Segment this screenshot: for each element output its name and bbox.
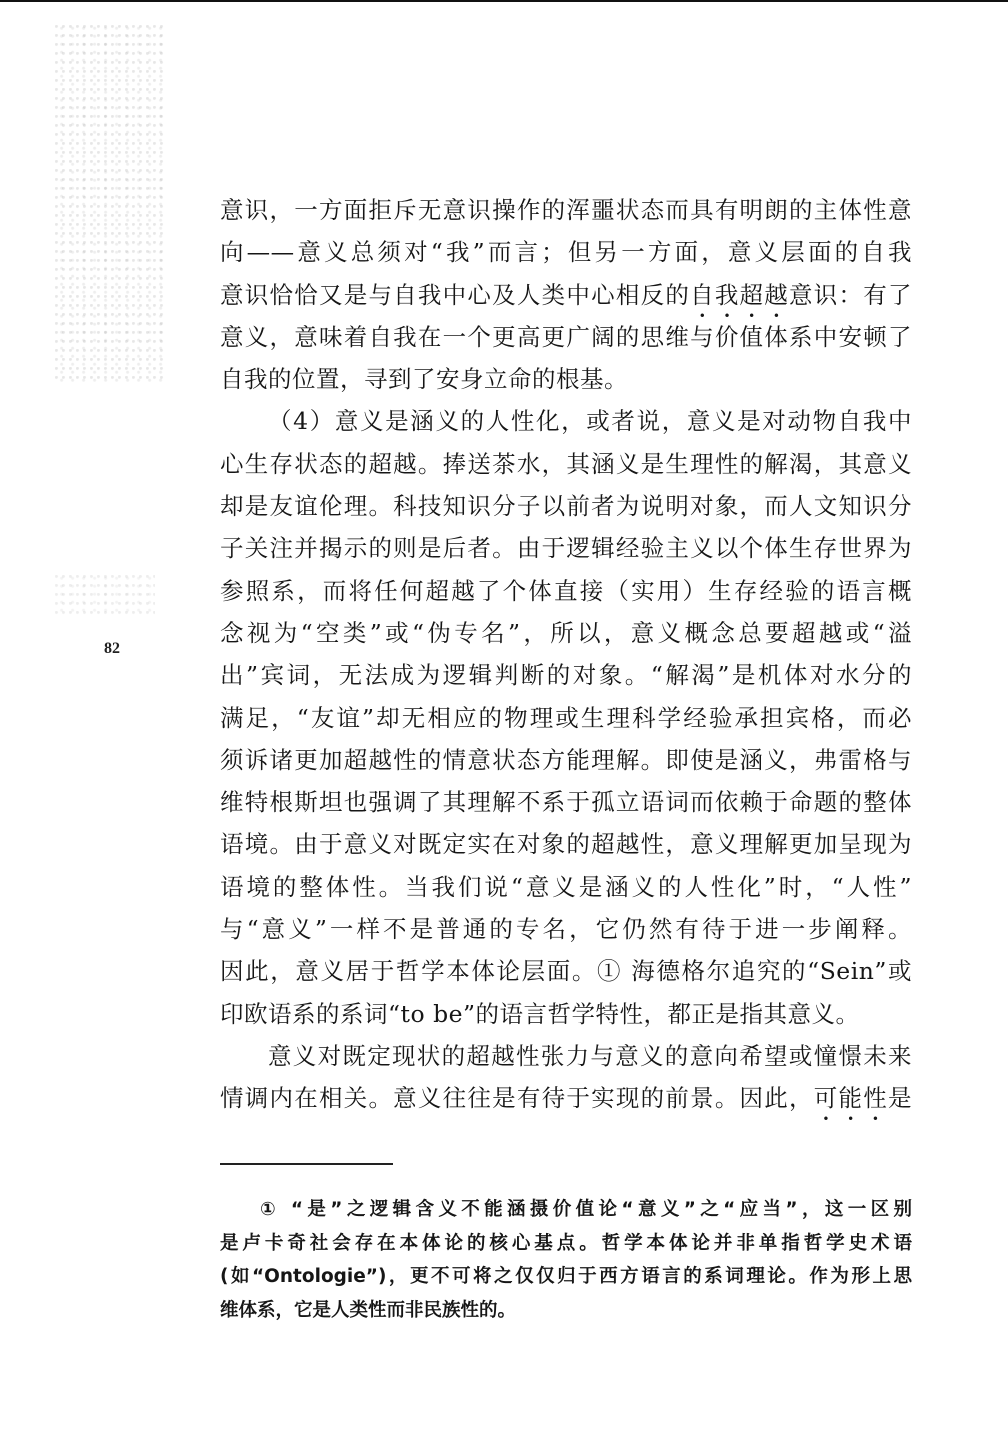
footnote-line: 是卢卡奇社会存在本体论的核心基点。哲学本体论并非单指哲学史术语 [220,1232,912,1254]
body-line: 满足，“友谊”却无相应的物理或生理科学经验承担宾格，而必 [220,703,912,732]
body-line: 印欧语系的系词“to be”的语言哲学特性，都正是指其意义。 [220,999,860,1028]
footnote [220,1193,912,1327]
footnote-line: ① “是”之逻辑含义不能涵摄价值论“意义”之“应当”，这一区别 [260,1199,912,1220]
footnote-line: (如“Ontologie”)，更不可将之仅仅归于西方语言的系词理论。作为形上思 [220,1266,912,1287]
footnote-line: 维体系，它是人类性而非民族性的。 [220,1299,517,1321]
body-line: 须诉诸更加超越性的情意状态方能理解。即使是涵义，弗雷格与 [220,745,912,774]
emphasized-term: 可能性 [813,1084,889,1113]
body-line: 向——意义总须对“我”而言；但另一方面，意义层面的自我 [220,238,912,267]
scan-noise-margin [55,25,165,385]
body-line: 心生存状态的超越。捧送茶水，其涵义是生理性的解渴，其意义 [220,449,912,478]
body-line: 自我的位置，寻到了安身立命的根基。 [220,365,628,394]
top-border-rule [0,0,1008,2]
body-line: 意识恰恰又是与自我中心及人类中心相反的自我超越意识：有了 [220,280,913,309]
paragraph-start-line: 意义对既定现状的超越性张力与意义的意向希望或憧憬未来 [268,1041,912,1070]
body-line: 与“意义”一样不是普通的专名，它仍然有待于进一步阐释。 [220,915,912,944]
body-line: 语境的整体性。当我们说“意义是涵义的人性化”时，“人性” [220,872,912,901]
body-line: 维特根斯坦也强调了其理解不系于孤立语词而依赖于命题的整体 [220,788,912,817]
paragraph-start-line: （4）意义是涵义的人性化，或者说，意义是对动物自我中 [268,407,912,436]
body-line: 意义，意味着自我在一个更高更广阔的思维与价值体系中安顿了 [220,322,912,351]
footnote-separator [220,1163,393,1165]
emphasized-term: 自我超越 [690,280,790,309]
body-text [220,189,912,1120]
body-line: 念视为“空类”或“伪专名”，所以，意义概念总要超越或“溢 [220,618,912,647]
body-line: 却是友谊伦理。科技知识分子以前者为说明对象，而人文知识分 [220,492,912,521]
body-line: 情调内在相关。意义往往是有待于实现的前景。因此，可能性是 [220,1084,913,1113]
body-line: 子关注并揭示的则是后者。由于逻辑经验主义以个体生存世界为 [220,534,912,563]
body-line: 参照系，而将任何超越了个体直接（实用）生存经验的语言概 [220,576,912,605]
scan-noise-margin-lower [55,575,155,615]
body-line: 出”宾词，无法成为逻辑判断的对象。“解渴”是机体对水分的 [220,661,912,690]
body-line: 因此，意义居于哲学本体论层面。① 海德格尔追究的“Sein”或 [220,957,912,986]
body-line: 语境。由于意义对既定实在对象的超越性，意义理解更加呈现为 [220,830,912,859]
body-line: 意识，一方面拒斥无意识操作的浑噩状态而具有明朗的主体性意 [220,196,912,224]
page-number: 82 [104,640,120,657]
